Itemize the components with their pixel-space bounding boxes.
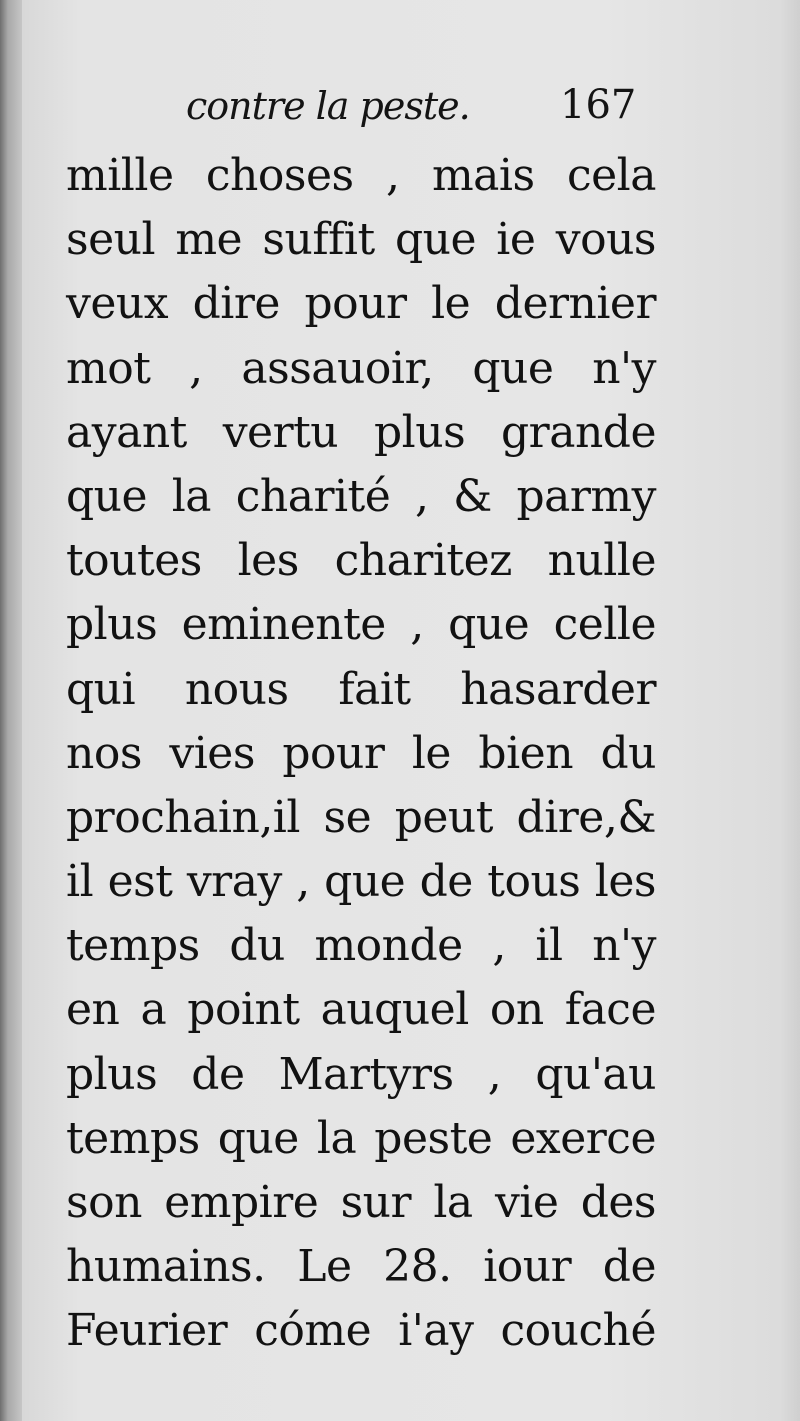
text-line: seul me suffit que ie vous [66,214,656,266]
text-line: que la charité , & parmy [66,470,656,522]
text-line: Feurier cóme i'ay couché [66,1305,656,1357]
text-line: en a point auquel on face [66,984,656,1036]
text-line: humains. Le 28. iour de [66,1241,656,1293]
text-line: prochain,il se peut dire,& [66,791,656,843]
text-line: nos vies pour le bien du [66,727,656,779]
text-line: plus eminente , que celle [66,599,656,651]
text-line: toutes les charitez nulle [66,535,656,587]
text-line: son empire sur la vie des [66,1177,656,1228]
text-line: il est vray , que de tous les [66,856,656,908]
page-number: 167 [560,82,637,128]
body-text [66,144,656,1364]
running-head-title: contre la peste. [186,84,470,128]
text-line: temps du monde , il n'y [66,920,656,972]
text-line: ayant vertu plus grande [66,406,656,458]
text-line: qui nous fait hasarder [66,663,656,715]
text-line: plus de Martyrs , qu'au [66,1048,656,1100]
text-line: veux dire pour le dernier [66,278,656,330]
text-line: mot , assauoir, que n'y [66,342,656,394]
text-line: temps que la peste exerce [66,1112,656,1164]
running-head [0,78,800,138]
page-spine-shadow [0,0,22,1421]
text-line: mille choses , mais cela [66,150,656,201]
